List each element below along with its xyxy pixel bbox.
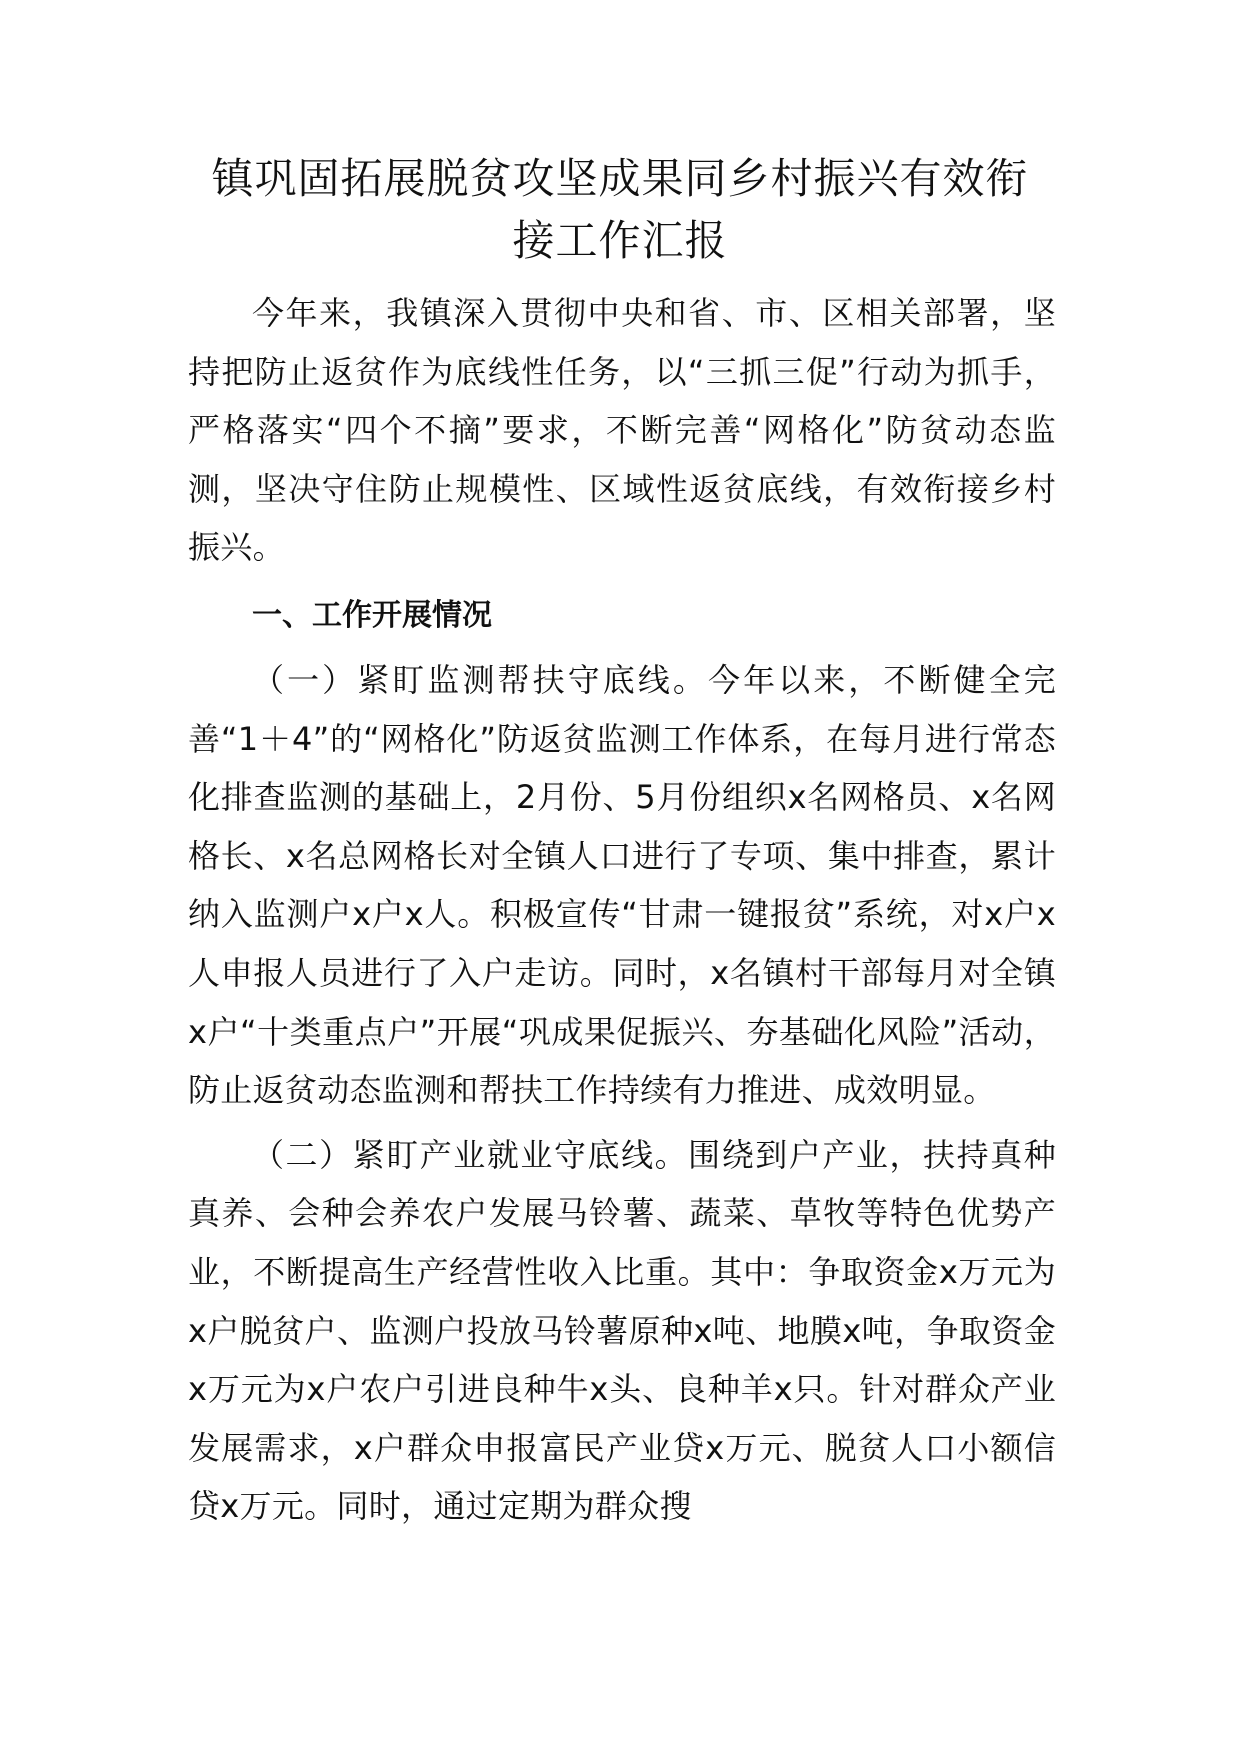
paragraph-industry: （二）紧盯产业就业守底线。围绕到户产业，扶持真种真养、会种会养农户发展马铃薯、蔬菜、草牧等特色优势产业，不断提高生产经营性收入比重。其中：争取资金x万元为x户脱贫户、监测户投放马铃薯原种x吨、地膜x吨，争取资金x万元为x户农户引进良种牛x头、良种羊x只。针对群众产业发展需求，x户群众申报富民产业贷x万元、脱贫人口小额信贷x万元。同时，通过定期为群众搜: [188, 1135, 1056, 1526]
paragraph-monitoring: （一）紧盯监测帮扶守底线。今年以来，不断健全完善“1＋4”的“网格化”防返贫监测工作体系，在每月进行常态化排查监测的基础上，2月份、5月份组织x名网格员、x名网格长、x名总网格长对全镇人口进行了专项、集中排查，累计纳入监测户x户x人。积极宣传“甘肃一键报贫”系统，对x户x人申报人员进行了入户走访。同时，x名镇村干部每月对全镇x户“十类重点户”开展“巩成果促振兴、夯基础化风险”活动，防止返贫动态监测和帮扶工作持续有力推进、成效明显。: [188, 660, 1056, 1110]
document-title: [150, 148, 1090, 272]
title-line-2: 接工作汇报: [512, 216, 728, 265]
title-line-1: 镇巩固拓展脱贫攻坚成果同乡村振兴有效衔: [211, 154, 1029, 203]
intro-paragraph: 今年来，我镇深入贯彻中央和省、市、区相关部署，坚持把防止返贫作为底线性任务，以“三抓三促”行动为抓手，严格落实“四个不摘”要求，不断完善“网格化”防贫动态监测，坚决守住防止规模性、区域性返贫底线，有效衔接乡村振兴。: [188, 294, 1056, 567]
document-body: [188, 284, 1056, 1536]
section-heading: 一、工作开展情况: [252, 597, 492, 633]
